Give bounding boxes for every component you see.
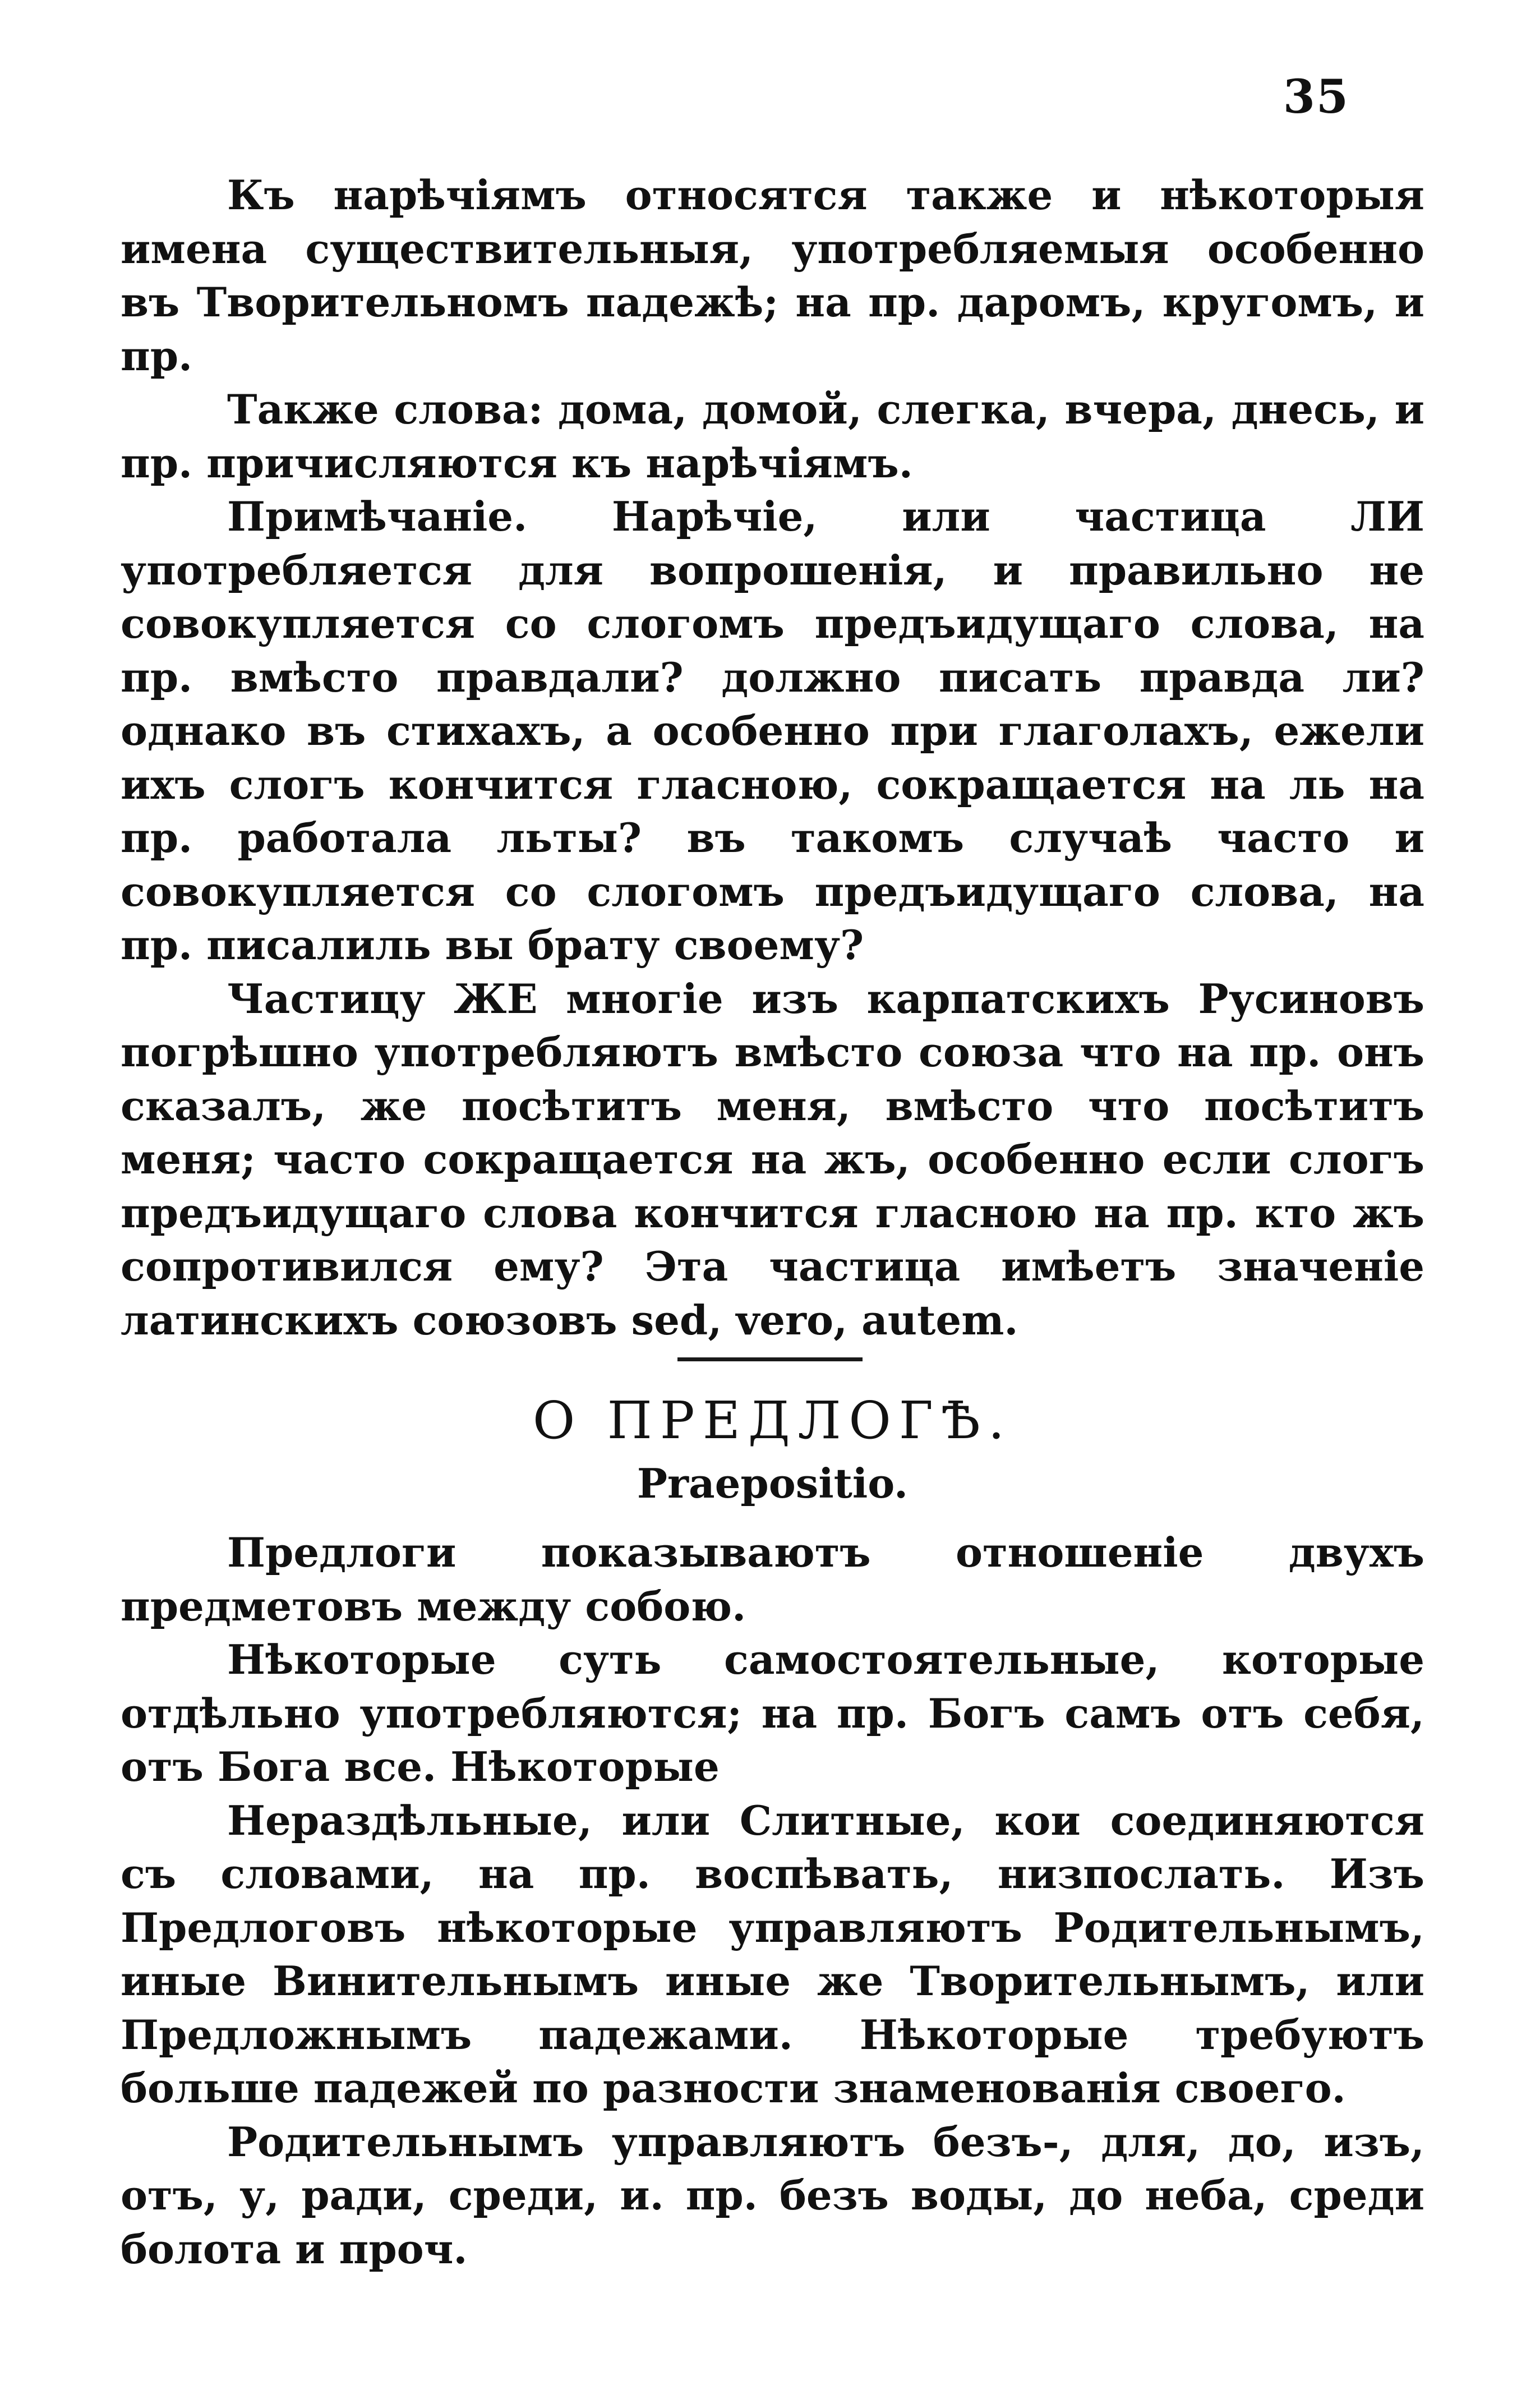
paragraph-adverbs-nouns: Къ нарѣчіямъ относятся также и нѣкоторыя имена существительныя, употребляемыя особенно въ Творительномъ падежѣ; на пр. даромъ, кругомъ, и пр. [121,171,1424,380]
page-number: 35 [1283,70,1349,124]
paragraph-note-particle-li: Примѣчаніе. Нарѣчіе, или частица ЛИ употребляется для вопрошенія, и правильно не совокупляется со слогомъ предъидущаго слова, на пр. вмѣсто правдали? должно писать правда ли? однако въ стихахъ, а особенно при глаголахъ, ежели ихъ слогъ кончится гласною, сокращается на ль на пр. работала льты? въ такомъ случаѣ часто и совокупляется со слогомъ предъидущаго слова, на пр. писалиль вы брату своему? [121,492,1424,969]
preposition-text-block [121,1526,1424,2276]
paragraph-genitive-prepositions: Родительнымъ управляютъ безъ-, для, до, изъ, отъ, у, ради, среди, и. пр. безъ воды, до неба, среди болота и проч. [121,2117,1424,2273]
section-subtitle: Praepositio. [637,1459,909,1507]
adverbs-text-block [121,168,1424,1347]
paragraph-inseparable-prepositions: Нераздѣльные, или Слитные, кои соединяются съ словами, на пр. воспѣвать, низпослать. Изъ Предлоговъ нѣкоторые управляютъ Родительнымъ, иные Винительнымъ иные же Творительнымъ, или Предложнымъ падежами. Нѣкоторые требуютъ больше падежей по разности знаменованія своего. [121,1796,1424,2112]
section-title: О ПРЕДЛОГѢ. [532,1390,1013,1451]
paragraph-adverbs-words: Также слова: дома, домой, слегка, вчера, днесь, и пр. причисляются къ нарѣчіямъ. [121,385,1424,487]
paragraph-independent-prepositions: Нѣкоторые суть самостоятельные, которые отдѣльно употребляются; на пр. Богъ самъ отъ себя, отъ Бога все. Нѣкоторые [121,1636,1424,1790]
paragraph-particle-zhe: Частицу ЖЕ многіе изъ карпатскихъ Русиновъ погрѣшно употребляютъ вмѣсто союза что на пр. онъ сказалъ, же посѣтитъ меня, вмѣсто что посѣтитъ меня; часто сокращается на жъ, особенно если слогъ предъидущаго слова кончится гласною на пр. кто жъ сопротивился ему? Эта частица имѣетъ значеніе латинскихъ союзовъ sed, vero, autem. [121,974,1424,1344]
section-divider [677,1357,863,1361]
paragraph-prepositions-relation: Предлоги показываютъ отношеніе двухъ предметовъ между собою. [121,1528,1424,1630]
